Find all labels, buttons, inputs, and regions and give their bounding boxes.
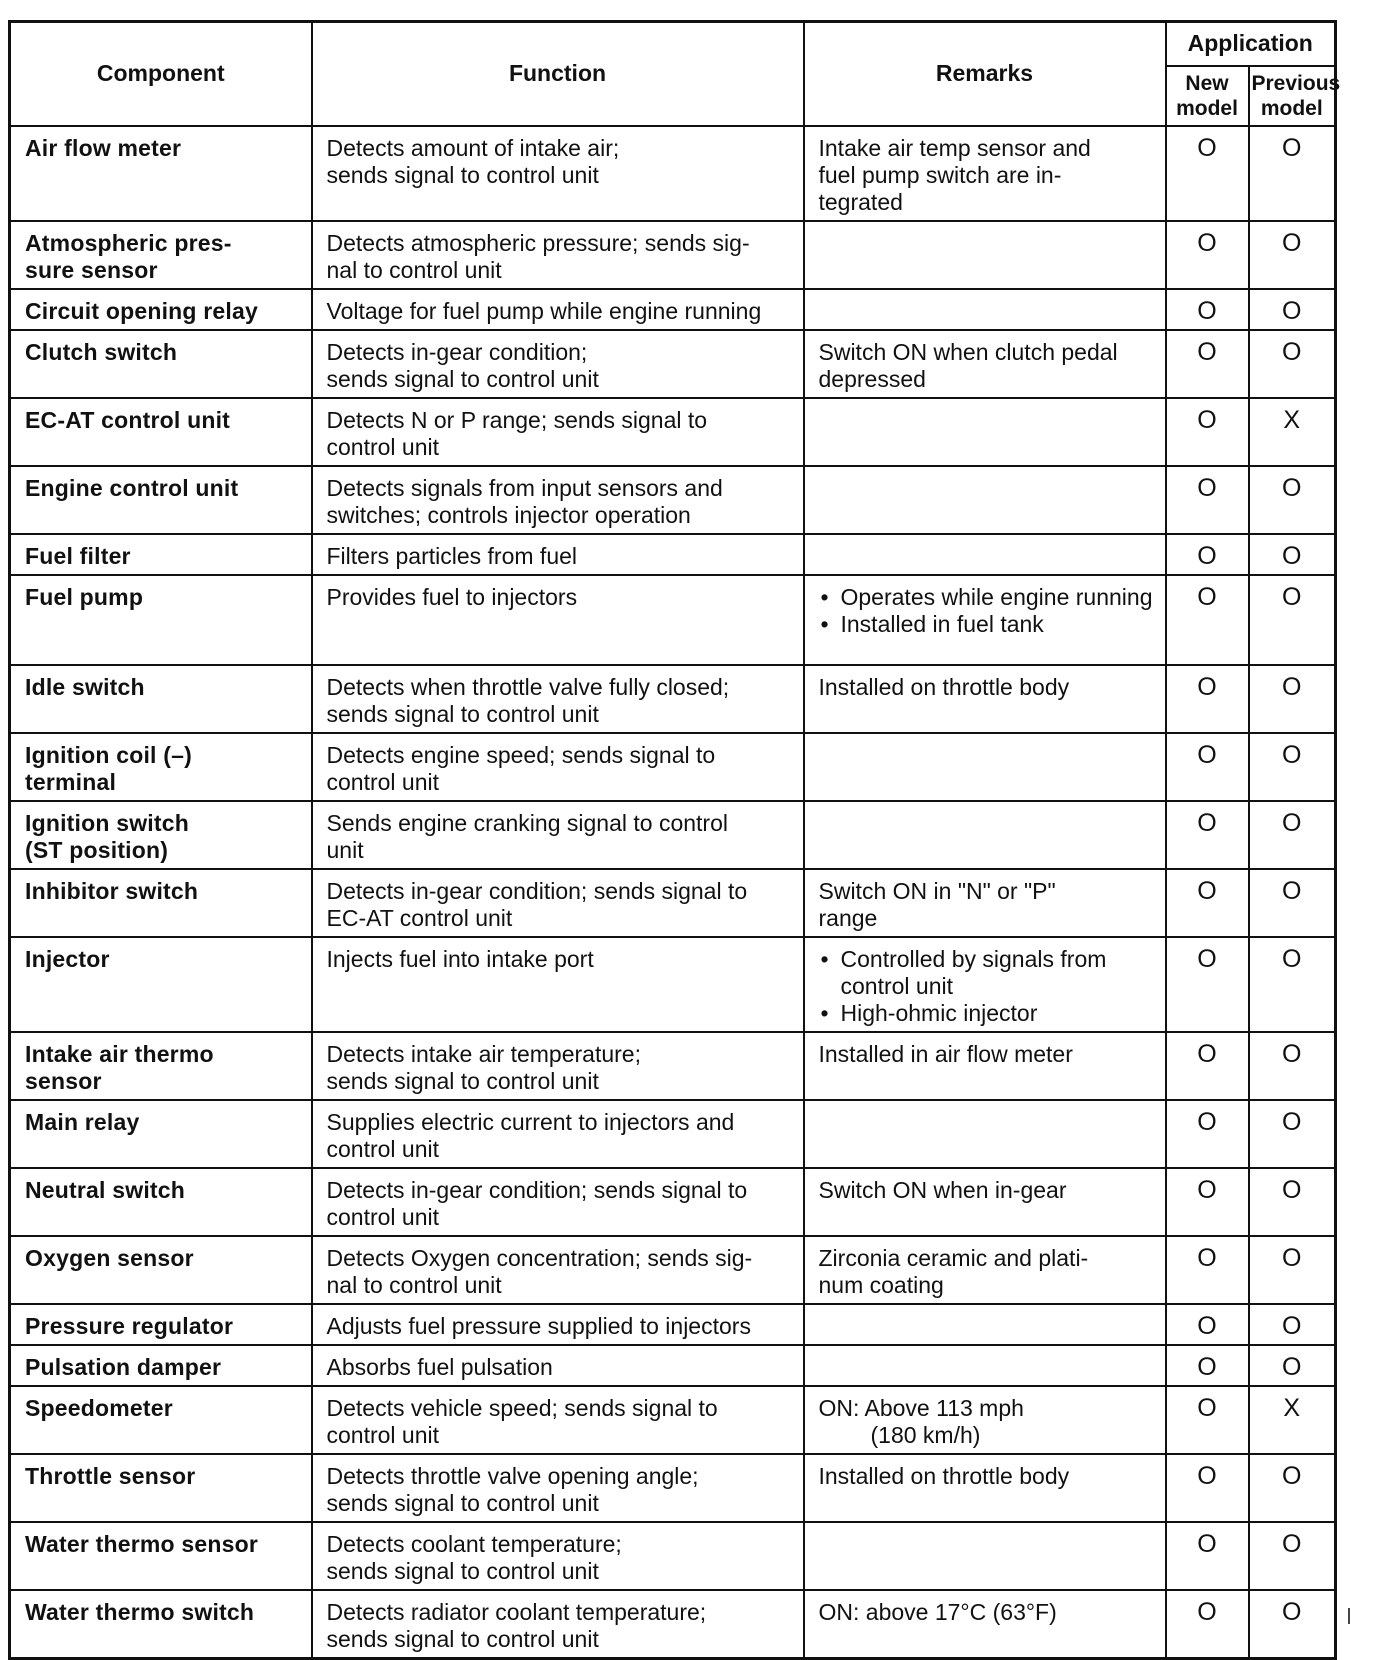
table-row xyxy=(10,1304,1336,1345)
function-cell xyxy=(312,466,804,534)
component-line: Ignition switch xyxy=(25,809,189,836)
previous-model-mark: X xyxy=(1249,1386,1336,1454)
function-line: nal to control unit xyxy=(326,256,502,283)
function-cell xyxy=(312,534,804,575)
function-line: nal to control unit xyxy=(326,1271,502,1298)
remarks-cell xyxy=(804,733,1166,801)
remarks-cell xyxy=(804,221,1166,289)
function-line: sends signal to control unit xyxy=(326,1067,599,1094)
component-cell xyxy=(10,1386,312,1454)
function-line: Detects atmospheric pressure; sends sig- xyxy=(326,229,750,256)
table-row xyxy=(10,126,1336,221)
previous-model-mark: O xyxy=(1249,1304,1336,1345)
component-line: Fuel filter xyxy=(25,542,131,569)
previous-model-mark: O xyxy=(1249,330,1336,398)
function-cell xyxy=(312,1304,804,1345)
remarks-cell xyxy=(804,801,1166,869)
component-cell xyxy=(10,221,312,289)
new-model-mark: O xyxy=(1166,534,1249,575)
function-cell xyxy=(312,869,804,937)
component-cell xyxy=(10,575,312,665)
remarks-cell xyxy=(804,1386,1166,1454)
previous-model-mark: O xyxy=(1249,1032,1336,1100)
component-line: Circuit opening relay xyxy=(25,297,258,324)
function-cell xyxy=(312,1590,804,1659)
previous-model-mark: O xyxy=(1249,1168,1336,1236)
function-line: Detects amount of intake air; xyxy=(326,134,620,161)
table-row xyxy=(10,1522,1336,1590)
header-new-model-line2: model xyxy=(1176,96,1238,120)
function-line: Detects signals from input sensors and xyxy=(326,474,723,501)
function-line: Detects Oxygen concentration; sends sig- xyxy=(326,1244,753,1271)
new-model-mark: O xyxy=(1166,466,1249,534)
remarks-cell xyxy=(804,1032,1166,1100)
table-row xyxy=(10,869,1336,937)
function-cell xyxy=(312,801,804,869)
header-application: Application xyxy=(1166,22,1336,66)
function-line: Detects N or P range; sends signal to xyxy=(326,406,708,433)
function-line: control unit xyxy=(326,768,440,795)
function-cell xyxy=(312,1345,804,1386)
header-new-model xyxy=(1166,66,1249,126)
function-line: Supplies electric current to injectors and xyxy=(326,1108,735,1135)
previous-model-mark: O xyxy=(1249,1522,1336,1590)
new-model-mark: O xyxy=(1166,1454,1249,1522)
function-line: control unit xyxy=(326,433,440,460)
remarks-line: Installed on throttle body xyxy=(818,1462,1070,1489)
remarks-cell xyxy=(804,1236,1166,1304)
remarks-line: Installed in air flow meter xyxy=(818,1040,1073,1067)
remarks-cell xyxy=(804,1590,1166,1659)
new-model-mark: O xyxy=(1166,1590,1249,1659)
component-line: Intake air thermo xyxy=(25,1040,214,1067)
component-cell xyxy=(10,1032,312,1100)
header-previous-model-line2: model xyxy=(1260,96,1323,120)
remarks-cell xyxy=(804,1168,1166,1236)
component-line: Speedometer xyxy=(25,1394,173,1421)
previous-model-mark: O xyxy=(1249,575,1336,665)
component-cell xyxy=(10,1345,312,1386)
component-line: Pressure regulator xyxy=(25,1312,234,1339)
component-cell xyxy=(10,1522,312,1590)
new-model-mark: O xyxy=(1166,1345,1249,1386)
new-model-mark: O xyxy=(1166,1100,1249,1168)
component-cell xyxy=(10,330,312,398)
table-row xyxy=(10,289,1336,330)
component-cell xyxy=(10,665,312,733)
component-cell xyxy=(10,1236,312,1304)
function-cell xyxy=(312,289,804,330)
table-row xyxy=(10,1236,1336,1304)
new-model-mark: O xyxy=(1166,126,1249,221)
function-line: Provides fuel to injectors xyxy=(326,583,578,610)
component-line: (ST position) xyxy=(25,836,169,863)
table-row xyxy=(10,1100,1336,1168)
component-line: Fuel pump xyxy=(25,583,144,610)
component-line: Pulsation damper xyxy=(25,1353,222,1380)
function-cell xyxy=(312,575,804,665)
table-row xyxy=(10,534,1336,575)
header-function: Function xyxy=(312,22,804,126)
header-previous-model-line1: Previous xyxy=(1251,71,1341,95)
new-model-mark: O xyxy=(1166,575,1249,665)
remarks-line: fuel pump switch are in- xyxy=(818,161,1062,188)
remarks-line: num coating xyxy=(818,1271,944,1298)
component-cell xyxy=(10,937,312,1032)
previous-model-mark: O xyxy=(1249,1590,1336,1659)
function-line: sends signal to control unit xyxy=(326,365,599,392)
previous-model-mark: O xyxy=(1249,1454,1336,1522)
function-line: control unit xyxy=(326,1203,440,1230)
remarks-line: Switch ON when clutch pedal xyxy=(818,338,1118,365)
component-line: Water thermo sensor xyxy=(25,1530,259,1557)
new-model-mark: O xyxy=(1166,1032,1249,1100)
table-row xyxy=(10,1168,1336,1236)
table-row xyxy=(10,221,1336,289)
table-row xyxy=(10,1345,1336,1386)
table-row xyxy=(10,1032,1336,1100)
new-model-mark: O xyxy=(1166,665,1249,733)
table-row xyxy=(10,1386,1336,1454)
function-line: Detects in-gear condition; xyxy=(326,338,588,365)
function-line: Voltage for fuel pump while engine running xyxy=(326,297,762,324)
remarks-line: range xyxy=(818,904,878,931)
component-cell xyxy=(10,1168,312,1236)
function-line: Injects fuel into intake port xyxy=(326,945,594,972)
remarks-line: Switch ON when in-gear xyxy=(818,1176,1067,1203)
new-model-mark: O xyxy=(1166,1304,1249,1345)
component-line: Atmospheric pres- xyxy=(25,229,232,256)
component-table xyxy=(8,20,1341,1660)
previous-model-mark: O xyxy=(1249,1236,1336,1304)
new-model-mark: O xyxy=(1166,221,1249,289)
new-model-mark: O xyxy=(1166,1168,1249,1236)
component-cell xyxy=(10,801,312,869)
previous-model-mark: O xyxy=(1249,1100,1336,1168)
remarks-line: Zirconia ceramic and plati- xyxy=(818,1244,1089,1271)
previous-model-mark: O xyxy=(1249,289,1336,330)
function-line: control unit xyxy=(326,1421,440,1448)
function-cell xyxy=(312,398,804,466)
remarks-cell xyxy=(804,1345,1166,1386)
component-cell xyxy=(10,534,312,575)
table-row xyxy=(10,398,1336,466)
function-line: Sends engine cranking signal to control xyxy=(326,809,728,836)
previous-model-mark: O xyxy=(1249,801,1336,869)
function-cell xyxy=(312,1032,804,1100)
new-model-mark: O xyxy=(1166,801,1249,869)
function-cell xyxy=(312,126,804,221)
remarks-cell xyxy=(804,466,1166,534)
function-line: Detects in-gear condition; sends signal to xyxy=(326,1176,748,1203)
remarks-bullet-item: • Operates while engine running xyxy=(819,584,1153,611)
component-line: Main relay xyxy=(25,1108,140,1135)
component-line: Clutch switch xyxy=(25,338,178,365)
function-line: Detects in-gear condition; sends signal to xyxy=(326,877,748,904)
function-cell xyxy=(312,1386,804,1454)
component-line: sensor xyxy=(25,1067,102,1094)
table-row xyxy=(10,665,1336,733)
remarks-bullet-item: • Controlled by signals from control unit xyxy=(819,946,1153,1000)
component-line: Water thermo switch xyxy=(25,1598,255,1625)
component-line: Air flow meter xyxy=(25,134,182,161)
component-cell xyxy=(10,1100,312,1168)
new-model-mark: O xyxy=(1166,869,1249,937)
remarks-list xyxy=(819,584,1153,638)
component-line: sure sensor xyxy=(25,256,158,283)
table-row xyxy=(10,466,1336,534)
component-cell xyxy=(10,1304,312,1345)
component-cell xyxy=(10,398,312,466)
component-line: Engine control unit xyxy=(25,474,239,501)
new-model-mark: O xyxy=(1166,1236,1249,1304)
component-line: EC-AT control unit xyxy=(25,406,231,433)
remarks-line: Installed on throttle body xyxy=(818,673,1070,700)
new-model-mark: O xyxy=(1166,1522,1249,1590)
previous-model-mark: O xyxy=(1249,869,1336,937)
table-row xyxy=(10,330,1336,398)
remarks-cell xyxy=(804,1454,1166,1522)
function-cell xyxy=(312,937,804,1032)
function-cell xyxy=(312,1168,804,1236)
previous-model-mark: X xyxy=(1249,398,1336,466)
new-model-mark: O xyxy=(1166,330,1249,398)
header-component: Component xyxy=(10,22,312,126)
remarks-cell xyxy=(804,330,1166,398)
remarks-line: tegrated xyxy=(818,188,903,215)
component-cell xyxy=(10,1454,312,1522)
remarks-cell xyxy=(804,937,1166,1032)
function-line: switches; controls injector operation xyxy=(326,501,691,528)
component-line: Inhibitor switch xyxy=(25,877,199,904)
remarks-cell xyxy=(804,1522,1166,1590)
function-line: sends signal to control unit xyxy=(326,1625,599,1652)
function-line: unit xyxy=(326,836,364,863)
remarks-line: ON: above 17°C (63°F) xyxy=(818,1598,1057,1625)
component-line: Throttle sensor xyxy=(25,1462,196,1489)
component-line: Idle switch xyxy=(25,673,145,700)
component-cell xyxy=(10,869,312,937)
function-line: Detects intake air temperature; xyxy=(326,1040,641,1067)
new-model-mark: O xyxy=(1166,937,1249,1032)
function-cell xyxy=(312,1236,804,1304)
function-line: control unit xyxy=(326,1135,440,1162)
function-cell xyxy=(312,1100,804,1168)
previous-model-mark: O xyxy=(1249,534,1336,575)
previous-model-mark: O xyxy=(1249,937,1336,1032)
component-line: Oxygen sensor xyxy=(25,1244,194,1271)
function-line: sends signal to control unit xyxy=(326,161,599,188)
remarks-cell xyxy=(804,575,1166,665)
remarks-cell xyxy=(804,1304,1166,1345)
remarks-cell xyxy=(804,1100,1166,1168)
previous-model-mark: O xyxy=(1249,1345,1336,1386)
function-cell xyxy=(312,221,804,289)
function-line: EC-AT control unit xyxy=(326,904,513,931)
remarks-line: (180 km/h) xyxy=(870,1421,981,1448)
remarks-cell xyxy=(804,869,1166,937)
component-cell xyxy=(10,466,312,534)
component-line: Neutral switch xyxy=(25,1176,186,1203)
function-line: Detects engine speed; sends signal to xyxy=(326,741,716,768)
function-line: Detects coolant temperature; xyxy=(326,1530,622,1557)
function-line: sends signal to control unit xyxy=(326,700,599,727)
table-row xyxy=(10,733,1336,801)
table-row xyxy=(10,1590,1336,1659)
function-line: Filters particles from fuel xyxy=(326,542,578,569)
component-cell xyxy=(10,289,312,330)
new-model-mark: O xyxy=(1166,733,1249,801)
new-model-mark: O xyxy=(1166,289,1249,330)
remarks-cell xyxy=(804,126,1166,221)
function-line: Detects throttle valve opening angle; xyxy=(326,1462,699,1489)
function-cell xyxy=(312,330,804,398)
function-cell xyxy=(312,1454,804,1522)
function-cell xyxy=(312,733,804,801)
previous-model-mark: O xyxy=(1249,466,1336,534)
table-row xyxy=(10,801,1336,869)
table-row xyxy=(10,575,1336,665)
component-cell xyxy=(10,126,312,221)
previous-model-mark: O xyxy=(1249,126,1336,221)
header-previous-model xyxy=(1249,66,1341,126)
function-line: sends signal to control unit xyxy=(326,1557,599,1584)
new-model-mark: O xyxy=(1166,1386,1249,1454)
function-line: Detects radiator coolant temperature; xyxy=(326,1598,707,1625)
header-new-model-line1: New xyxy=(1185,71,1229,95)
new-model-mark: O xyxy=(1166,398,1249,466)
component-line: Injector xyxy=(25,945,110,972)
table-row xyxy=(10,1454,1336,1522)
remarks-cell xyxy=(804,665,1166,733)
function-line: sends signal to control unit xyxy=(326,1489,599,1516)
function-line: Detects when throttle valve fully closed; xyxy=(326,673,730,700)
previous-model-mark: O xyxy=(1249,665,1336,733)
previous-model-mark: O xyxy=(1249,221,1336,289)
remarks-line: Intake air temp sensor and xyxy=(818,134,1091,161)
component-cell xyxy=(10,733,312,801)
function-cell xyxy=(312,1522,804,1590)
remarks-line: Switch ON in "N" or "P" xyxy=(818,877,1056,904)
remarks-cell xyxy=(804,398,1166,466)
function-cell xyxy=(312,665,804,733)
header-remarks: Remarks xyxy=(804,22,1166,126)
remarks-line: ON: Above 113 mph xyxy=(818,1394,1024,1421)
component-cell xyxy=(10,1590,312,1659)
table-row xyxy=(10,937,1336,1032)
remarks-bullet-item: • Installed in fuel tank xyxy=(819,611,1153,638)
remarks-cell xyxy=(804,289,1166,330)
margin-mark xyxy=(1348,1608,1350,1624)
table-body xyxy=(10,126,1336,1659)
component-line: Ignition coil (–) xyxy=(25,741,192,768)
remarks-cell xyxy=(804,534,1166,575)
component-line: terminal xyxy=(25,768,117,795)
function-line: Adjusts fuel pressure supplied to injectors xyxy=(326,1312,751,1339)
remarks-bullet-item: • High-ohmic injector xyxy=(819,1000,1153,1027)
function-line: Absorbs fuel pulsation xyxy=(326,1353,553,1380)
function-line: Detects vehicle speed; sends signal to xyxy=(326,1394,718,1421)
previous-model-mark: O xyxy=(1249,733,1336,801)
remarks-line: depressed xyxy=(818,365,926,392)
remarks-list xyxy=(819,946,1153,1027)
